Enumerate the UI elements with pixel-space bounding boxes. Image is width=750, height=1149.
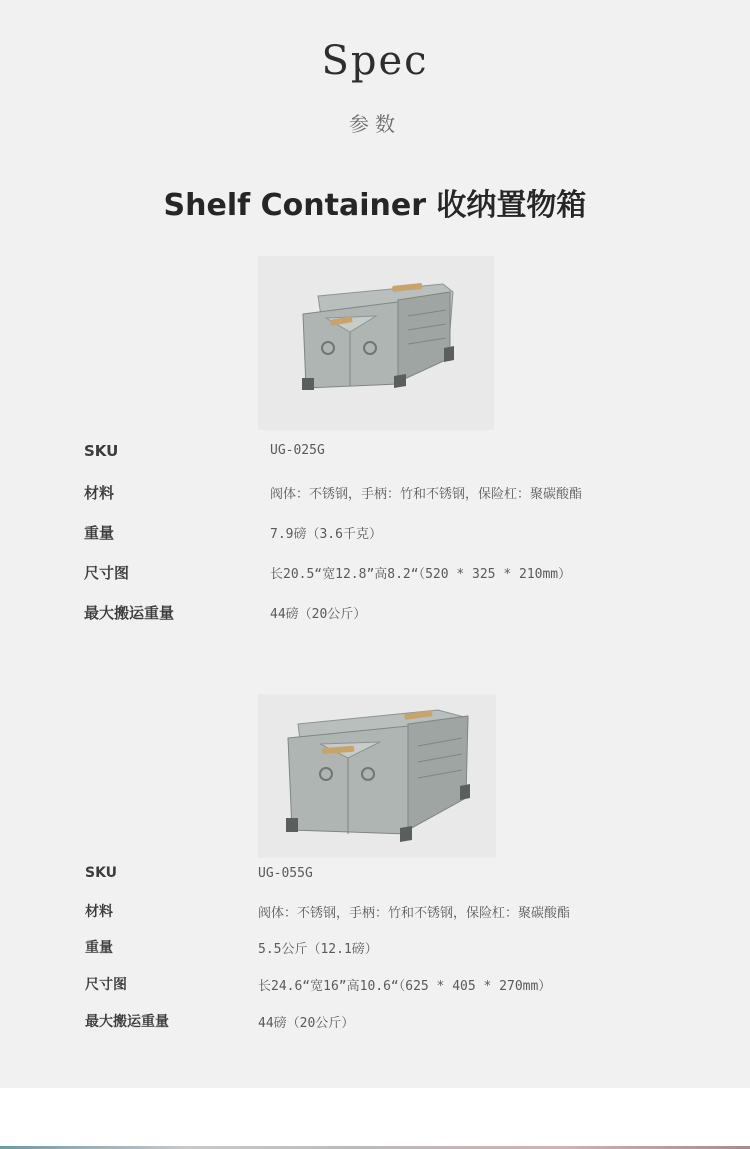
spec-label: SKU [84, 442, 119, 460]
spec-label: 尺寸图 [85, 977, 127, 993]
spec-value: UG-055G [258, 866, 313, 881]
spec-row-sku [0, 442, 750, 466]
spec-row-dimensions [0, 974, 750, 998]
spec-row-material [0, 901, 750, 925]
spec-row-weight [0, 522, 750, 546]
spec-value: 5.5公斤（12.1磅） [258, 942, 378, 957]
spec-value: 44磅（20公斤） [258, 1016, 355, 1031]
spec-value: 长20.5“宽12.8”高8.2“（520 * 325 * 210mm） [270, 567, 572, 582]
spec-row-weight [0, 937, 750, 961]
shelf-container-large-photo [258, 694, 496, 858]
spec-row-sku [0, 865, 750, 889]
spec-label: 尺寸图 [84, 564, 130, 582]
spec-value: 阀体：不锈钢，手柄：竹和不锈钢，保险杠：聚碳酸酯 [270, 487, 583, 502]
spec-label: 材料 [85, 904, 113, 920]
bottom-strip [0, 1088, 750, 1149]
spec-label: 最大搬运重量 [85, 1014, 169, 1030]
spec-heading: Spec [321, 38, 429, 84]
spec-label: 重量 [85, 940, 113, 956]
spec-row-dimensions [0, 562, 750, 586]
spec-value: 长24.6“宽16”高10.6“（625 * 405 * 270mm） [258, 979, 552, 994]
spec-label: 重量 [84, 524, 115, 542]
spec-label: SKU [85, 865, 118, 881]
spec-label: 材料 [84, 484, 115, 502]
spec-row-material [0, 482, 750, 506]
spec-value: UG-025G [270, 443, 325, 458]
spec-label: 最大搬运重量 [84, 604, 175, 622]
spec-value: 7.9磅（3.6千克） [270, 527, 382, 542]
spec-row-max-load [0, 602, 750, 626]
spec-subheading: 参数 [349, 112, 401, 136]
spec-value: 44磅（20公斤） [270, 607, 367, 622]
spec-row-max-load [0, 1011, 750, 1035]
shelf-container-small-photo [258, 256, 494, 430]
product-title: Shelf Container 收纳置物箱 [163, 188, 587, 223]
spec-value: 阀体：不锈钢，手柄：竹和不锈钢，保险杠：聚碳酸酯 [258, 906, 571, 921]
